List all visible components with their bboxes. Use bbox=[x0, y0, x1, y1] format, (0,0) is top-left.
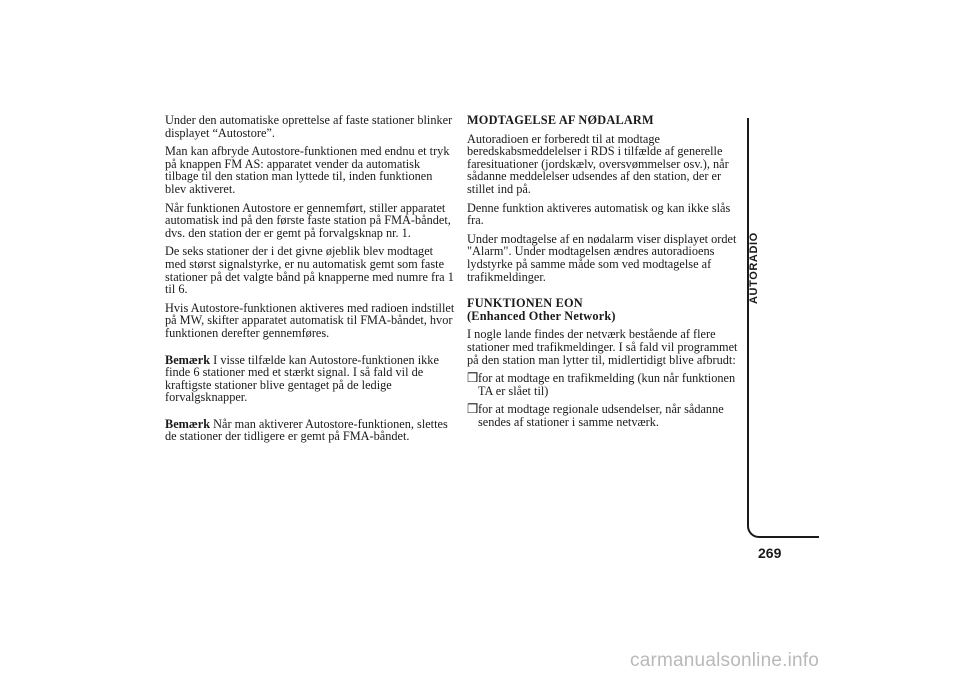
eon-heading-line2: (Enhanced Other Network) bbox=[467, 308, 616, 323]
left-column bbox=[165, 114, 455, 449]
eon-heading-line1: FUNKTIONEN EON bbox=[467, 296, 583, 311]
note-text: Når man aktiverer Autostore-funktionen, slettes de stationer der tidligere er gemt på FMA-båndet. bbox=[165, 416, 448, 444]
mw-switch-paragraph: Hvis Autostore-funktionen aktiveres med radioen indstillet på MW, skifter apparatet automatisk til FMA-båndet, hvor funktionen derefter gennemføres. bbox=[165, 300, 455, 340]
section-tab-border bbox=[747, 118, 819, 538]
list-item-text: for at modtage regionale udsendelser, når sådanne sendes af stationer i samme netværk. bbox=[478, 402, 724, 429]
eon-heading bbox=[467, 297, 744, 322]
list-item bbox=[467, 403, 744, 428]
list-item bbox=[467, 372, 744, 397]
watermark: carmanualsonline.info bbox=[630, 650, 820, 671]
note-label: Bemærk bbox=[165, 416, 211, 431]
automatic-activation-paragraph: Denne funktion aktiveres automatisk og kan ikke slås fra. bbox=[467, 200, 731, 228]
emergency-alarm-heading: MODTAGELSE AF NØDALARM bbox=[467, 113, 654, 127]
autostore-complete-paragraph: Når funktionen Autostore er gennemført, stiller apparatet automatisk ind på den første faste station på FMA-båndet, dvs. den station der er gemt på forvalgsknap nr. 1. bbox=[165, 200, 451, 240]
note-paragraph-2 bbox=[165, 418, 455, 443]
note-paragraph-1 bbox=[165, 354, 455, 404]
list-item-text: for at modtage en trafikmelding (kun når funktionen TA er slået til) bbox=[478, 371, 736, 398]
checkbox-bullet-icon: ❒ bbox=[467, 371, 479, 386]
section-label: AUTORADIO bbox=[748, 232, 760, 304]
checkbox-bullet-icon: ❒ bbox=[467, 402, 479, 417]
autostore-blink-paragraph: Under den automatiske oprettelse af faste stationer blinker displayet “Autostore”. bbox=[165, 113, 453, 140]
note-label: Bemærk bbox=[165, 352, 211, 367]
emergency-alarm-paragraph: Autoradioen er forberedt til at modtage beredskabsmeddelelser i RDS i tilfælde af generelle faresituationer (jordskælv, oversvømmelser osv.), når sådanne meddelelser udsendes af den station, der er stillet ind på. bbox=[467, 131, 729, 196]
note-text: I visse tilfælde kan Autostore-funktionen ikke finde 6 stationer med et stærkt signal. I så fald vil de kraftigste stationer blive gentaget på de ledige forvalgsknapper. bbox=[165, 352, 439, 405]
eon-network-paragraph: I nogle lande findes der netværk bestående af flere stationer med trafikmeldinger. I så fald vil programmet på den station man lytter til, midlertidigt blive afbrudt: bbox=[467, 327, 738, 367]
autostore-cancel-paragraph: Man kan afbryde Autostore-funktionen med endnu et tryk på knappen FM AS: apparatet vender da automatisk tilbage til den station man lyttede til, inden funktionen blev aktiveret. bbox=[165, 144, 450, 196]
six-stations-paragraph: De seks stationer der i det givne øjeblik blev modtaget med størst signalstyrke, er nu automatisk gemt som faste stationer på det valgte bånd på knapperne med numre fra 1 til 6. bbox=[165, 244, 454, 297]
alarm-display-paragraph: Under modtagelse af en nødalarm viser displayet ordet "Alarm". Under modtagelsen ændres autoradioens lydstyrke på samme måde som ved modtagelse af trafikmeldinger. bbox=[467, 231, 737, 284]
right-column bbox=[467, 114, 744, 434]
page-number: 269 bbox=[758, 545, 782, 561]
